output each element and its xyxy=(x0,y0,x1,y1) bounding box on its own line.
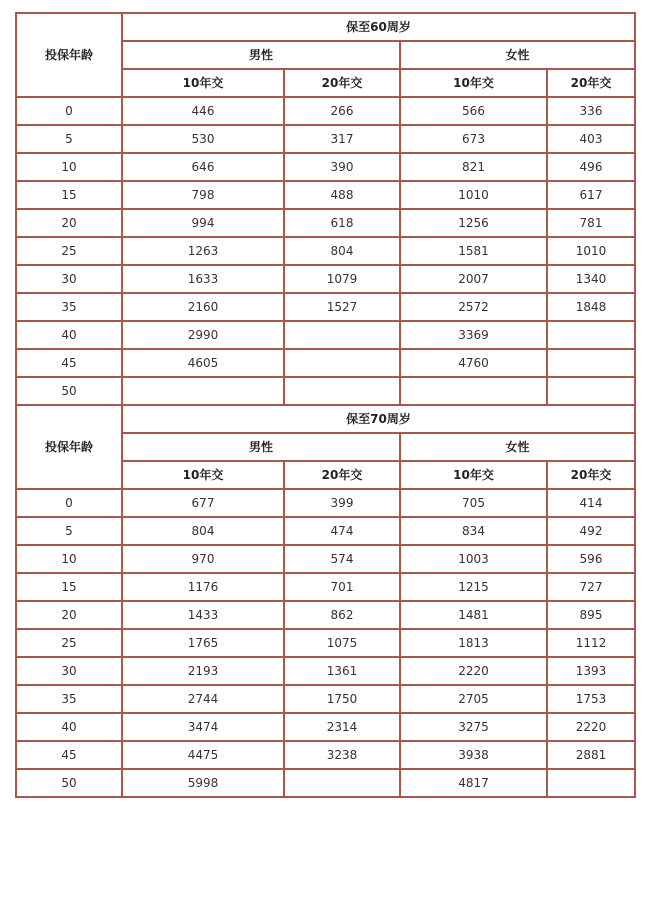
female-20yr-cell xyxy=(547,377,635,405)
male-20yr-cell xyxy=(284,321,400,349)
table-row xyxy=(16,629,635,657)
male-10yr-cell xyxy=(122,377,284,405)
term-header: 20年交 xyxy=(284,69,400,97)
term-header: 10年交 xyxy=(122,461,284,489)
section-title: 保至70周岁 xyxy=(122,405,635,433)
male-20yr-cell: 618 xyxy=(284,209,400,237)
male-20yr-cell: 399 xyxy=(284,489,400,517)
table-row xyxy=(16,265,635,293)
female-20yr-cell: 403 xyxy=(547,125,635,153)
male-20yr-cell: 488 xyxy=(284,181,400,209)
male-20yr-cell xyxy=(284,377,400,405)
female-20yr-cell xyxy=(547,349,635,377)
age-cell: 20 xyxy=(16,601,122,629)
male-20yr-cell: 804 xyxy=(284,237,400,265)
term-header: 20年交 xyxy=(547,69,635,97)
female-20yr-cell xyxy=(547,321,635,349)
female-10yr-cell: 4817 xyxy=(400,769,547,797)
female-10yr-cell: 1003 xyxy=(400,545,547,573)
age-cell: 15 xyxy=(16,181,122,209)
female-20yr-cell: 2220 xyxy=(547,713,635,741)
male-20yr-cell: 390 xyxy=(284,153,400,181)
female-10yr-cell: 821 xyxy=(400,153,547,181)
section-title: 保至60周岁 xyxy=(122,13,635,41)
age-cell: 45 xyxy=(16,741,122,769)
gender-header-female: 女性 xyxy=(400,41,635,69)
age-cell: 20 xyxy=(16,209,122,237)
female-20yr-cell: 1112 xyxy=(547,629,635,657)
male-10yr-cell: 798 xyxy=(122,181,284,209)
age-cell: 0 xyxy=(16,489,122,517)
term-header: 10年交 xyxy=(400,69,547,97)
female-20yr-cell: 336 xyxy=(547,97,635,125)
table-row xyxy=(16,97,635,125)
age-cell: 40 xyxy=(16,321,122,349)
female-10yr-cell: 1581 xyxy=(400,237,547,265)
gender-header-male: 男性 xyxy=(122,41,400,69)
male-10yr-cell: 1263 xyxy=(122,237,284,265)
male-10yr-cell: 530 xyxy=(122,125,284,153)
section-header-row xyxy=(16,405,635,433)
female-20yr-cell: 727 xyxy=(547,573,635,601)
male-20yr-cell: 1361 xyxy=(284,657,400,685)
table-row xyxy=(16,489,635,517)
male-20yr-cell: 1527 xyxy=(284,293,400,321)
table-row xyxy=(16,601,635,629)
age-column-header: 投保年龄 xyxy=(16,405,122,489)
age-cell: 5 xyxy=(16,517,122,545)
male-10yr-cell: 1633 xyxy=(122,265,284,293)
male-10yr-cell: 1765 xyxy=(122,629,284,657)
section-header-row xyxy=(16,13,635,41)
age-cell: 50 xyxy=(16,769,122,797)
male-10yr-cell: 677 xyxy=(122,489,284,517)
female-20yr-cell: 414 xyxy=(547,489,635,517)
table-row xyxy=(16,125,635,153)
table-row xyxy=(16,741,635,769)
term-header: 20年交 xyxy=(547,461,635,489)
term-header: 20年交 xyxy=(284,461,400,489)
male-20yr-cell: 2314 xyxy=(284,713,400,741)
table-row xyxy=(16,769,635,797)
male-20yr-cell: 701 xyxy=(284,573,400,601)
male-10yr-cell: 5998 xyxy=(122,769,284,797)
female-20yr-cell: 895 xyxy=(547,601,635,629)
term-header: 10年交 xyxy=(400,461,547,489)
male-20yr-cell: 1750 xyxy=(284,685,400,713)
male-10yr-cell: 2193 xyxy=(122,657,284,685)
female-20yr-cell: 1393 xyxy=(547,657,635,685)
female-10yr-cell: 2007 xyxy=(400,265,547,293)
age-cell: 25 xyxy=(16,629,122,657)
female-20yr-cell: 1753 xyxy=(547,685,635,713)
female-20yr-cell: 1848 xyxy=(547,293,635,321)
male-20yr-cell: 1075 xyxy=(284,629,400,657)
male-20yr-cell: 1079 xyxy=(284,265,400,293)
female-20yr-cell: 496 xyxy=(547,153,635,181)
male-20yr-cell: 862 xyxy=(284,601,400,629)
female-10yr-cell: 2220 xyxy=(400,657,547,685)
table-row xyxy=(16,321,635,349)
premium-table xyxy=(15,12,636,798)
female-20yr-cell: 1340 xyxy=(547,265,635,293)
table-row xyxy=(16,349,635,377)
table-row xyxy=(16,573,635,601)
table-row xyxy=(16,293,635,321)
female-20yr-cell: 781 xyxy=(547,209,635,237)
female-10yr-cell xyxy=(400,377,547,405)
male-10yr-cell: 994 xyxy=(122,209,284,237)
term-header: 10年交 xyxy=(122,69,284,97)
age-cell: 35 xyxy=(16,293,122,321)
male-10yr-cell: 2160 xyxy=(122,293,284,321)
female-20yr-cell: 492 xyxy=(547,517,635,545)
age-cell: 5 xyxy=(16,125,122,153)
table-row xyxy=(16,237,635,265)
male-10yr-cell: 646 xyxy=(122,153,284,181)
male-10yr-cell: 4475 xyxy=(122,741,284,769)
table-row xyxy=(16,181,635,209)
male-10yr-cell: 4605 xyxy=(122,349,284,377)
female-10yr-cell: 2572 xyxy=(400,293,547,321)
female-10yr-cell: 3275 xyxy=(400,713,547,741)
female-10yr-cell: 1256 xyxy=(400,209,547,237)
female-10yr-cell: 3369 xyxy=(400,321,547,349)
female-10yr-cell: 566 xyxy=(400,97,547,125)
female-10yr-cell: 3938 xyxy=(400,741,547,769)
male-20yr-cell: 574 xyxy=(284,545,400,573)
premium-table-body xyxy=(16,13,635,797)
female-10yr-cell: 1813 xyxy=(400,629,547,657)
male-10yr-cell: 2744 xyxy=(122,685,284,713)
age-cell: 25 xyxy=(16,237,122,265)
age-cell: 10 xyxy=(16,545,122,573)
female-20yr-cell: 1010 xyxy=(547,237,635,265)
male-10yr-cell: 1433 xyxy=(122,601,284,629)
male-20yr-cell xyxy=(284,349,400,377)
table-row xyxy=(16,545,635,573)
male-10yr-cell: 446 xyxy=(122,97,284,125)
male-10yr-cell: 2990 xyxy=(122,321,284,349)
age-cell: 0 xyxy=(16,97,122,125)
female-10yr-cell: 705 xyxy=(400,489,547,517)
table-row xyxy=(16,657,635,685)
female-10yr-cell: 2705 xyxy=(400,685,547,713)
female-10yr-cell: 1010 xyxy=(400,181,547,209)
female-20yr-cell: 617 xyxy=(547,181,635,209)
age-column-header: 投保年龄 xyxy=(16,13,122,97)
male-10yr-cell: 1176 xyxy=(122,573,284,601)
table-row xyxy=(16,685,635,713)
male-20yr-cell: 3238 xyxy=(284,741,400,769)
age-cell: 15 xyxy=(16,573,122,601)
female-20yr-cell: 2881 xyxy=(547,741,635,769)
female-10yr-cell: 1215 xyxy=(400,573,547,601)
female-10yr-cell: 673 xyxy=(400,125,547,153)
female-20yr-cell xyxy=(547,769,635,797)
age-cell: 30 xyxy=(16,657,122,685)
female-10yr-cell: 834 xyxy=(400,517,547,545)
age-cell: 30 xyxy=(16,265,122,293)
age-cell: 50 xyxy=(16,377,122,405)
male-10yr-cell: 3474 xyxy=(122,713,284,741)
female-10yr-cell: 4760 xyxy=(400,349,547,377)
female-10yr-cell: 1481 xyxy=(400,601,547,629)
age-cell: 40 xyxy=(16,713,122,741)
male-20yr-cell: 317 xyxy=(284,125,400,153)
gender-header-female: 女性 xyxy=(400,433,635,461)
age-cell: 45 xyxy=(16,349,122,377)
table-row xyxy=(16,517,635,545)
male-20yr-cell: 266 xyxy=(284,97,400,125)
age-cell: 10 xyxy=(16,153,122,181)
male-20yr-cell: 474 xyxy=(284,517,400,545)
female-20yr-cell: 596 xyxy=(547,545,635,573)
table-row xyxy=(16,153,635,181)
table-row xyxy=(16,377,635,405)
male-10yr-cell: 804 xyxy=(122,517,284,545)
male-10yr-cell: 970 xyxy=(122,545,284,573)
age-cell: 35 xyxy=(16,685,122,713)
gender-header-male: 男性 xyxy=(122,433,400,461)
table-row xyxy=(16,713,635,741)
male-20yr-cell xyxy=(284,769,400,797)
table-row xyxy=(16,209,635,237)
